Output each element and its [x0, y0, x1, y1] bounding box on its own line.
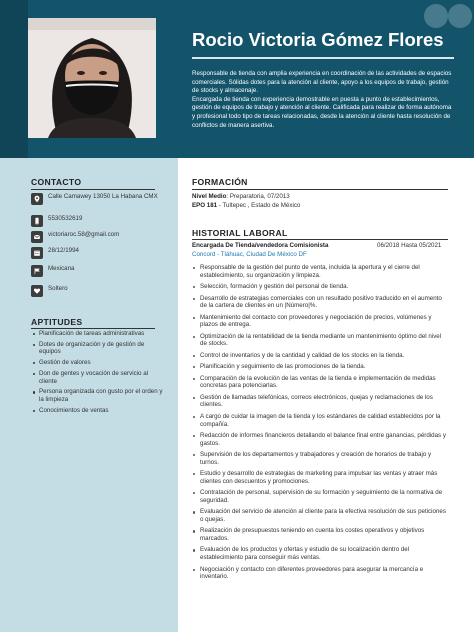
- contact-marital-status-text: Soltero: [48, 285, 68, 292]
- job-task-list: [192, 264, 448, 585]
- flag-icon: [31, 265, 43, 277]
- contact-address-text: Calle Camawey 13050 La Habana CMX: [48, 193, 158, 200]
- job-task-item: Supervisión de los departamentos y trabajadores y creación de horarios de trabajo y turnos.: [192, 451, 448, 466]
- contact-section-title: CONTACTO: [31, 177, 82, 187]
- job-task-item: Contratación de personal, supervisión de su formación y seguimiento de la normativa de seguridad.: [192, 489, 448, 504]
- education-school: EPO 181: [192, 202, 218, 209]
- skill-item: Conocimientos de ventas: [33, 407, 163, 415]
- job-task-item: Planificación y seguimiento de las promociones de la tienda.: [192, 363, 448, 371]
- contact-birthdate: [31, 247, 158, 259]
- contact-birthdate-text: 28/12/1994: [48, 247, 79, 254]
- job-task-item: Estudio y desarrollo de estrategias de marketing para impulsar las ventas y atraer más clientes con descuentos y promociones.: [192, 470, 448, 485]
- work-section-title: HISTORIAL LABORAL: [192, 228, 288, 238]
- candidate-name: Rocio Victoria Gómez Flores: [192, 29, 444, 50]
- job-task-item: Optimización de la rentabilidad de la tienda mediante un mantenimiento óptimo del nivel de stocks.: [192, 333, 448, 348]
- job-task-item: Negociación y contacto con diferentes proveedores para asegurar la mercancía e inventario.: [192, 566, 448, 581]
- job-task-item: Evaluación de los productos y ofertas y estudio de su localización dentro del establecimiento para conseguir más ventas.: [192, 546, 448, 561]
- skills-list: [33, 330, 163, 417]
- job-task-item: Comparación de la evolución de las ventas de la tienda e implementación de medidas concretas para potenciarlas.: [192, 375, 448, 390]
- contact-phone-text: 5530532619: [48, 215, 83, 222]
- job-task-item: Control de inventarios y de la cantidad y calidad de los stocks en la tienda.: [192, 352, 448, 360]
- location-pin-icon: [31, 193, 43, 205]
- education-entry: [192, 193, 290, 200]
- job-dates: 06/2018 Hasta 05/2021: [377, 242, 442, 249]
- job-task-item: Redacción de informes financieros detallando el balance final entre ganancias, pérdidas y gastos.: [192, 432, 448, 447]
- email-icon: [31, 231, 43, 243]
- skill-item: Dotes de organización y de gestión de equipos: [33, 341, 163, 356]
- education-detail: : Preparatoria, 07/2013: [226, 193, 290, 200]
- job-task-item: Realización de presupuestos teniendo en cuenta los costes operativos y objetivos marcados.: [192, 527, 448, 542]
- profile-paragraph: Responsable de tienda con amplia experiencia en coordinación de las actividades de espacios comerciales. Sólidas dotes para la atención al cliente, apoyo a los equipos de trabajo, gestión de stocks y almacenaje.: [192, 70, 452, 95]
- job-task-item: Gestión de llamadas telefónicas, correos electrónicos, quejas y reclamaciones de los clientes.: [192, 394, 448, 409]
- section-divider: [192, 239, 448, 240]
- skill-item: Gestión de valores: [33, 359, 163, 367]
- contact-address: [31, 193, 158, 205]
- education-level: Nivel Medio: [192, 193, 227, 200]
- skills-section-title: APTITUDES: [31, 317, 83, 327]
- section-divider: [31, 189, 155, 190]
- education-section-title: FORMACIÓN: [192, 177, 248, 187]
- job-task-item: Mantenimiento del contacto con proveedores y negociación de precios, volúmenes y plazos de entrega.: [192, 314, 448, 329]
- section-divider: [31, 328, 155, 329]
- job-title: Encargada De Tienda/vendedora Comisionista: [192, 242, 329, 249]
- skill-item: Don de gentes y vocación de servicio al cliente: [33, 370, 163, 385]
- heart-icon: [31, 285, 43, 297]
- contact-nationality-text: Mexicana: [48, 265, 75, 272]
- contact-email[interactable]: [31, 231, 158, 243]
- contact-email-text[interactable]: victoriaroc.58@gmail.com: [48, 231, 120, 238]
- contact-phone: [31, 215, 158, 227]
- job-task-item: Desarrollo de estrategias comerciales con un resultado positivo traducido en el aumento de la cartera de clientes en un |Número|%.: [192, 295, 448, 310]
- profile-photo: [28, 18, 156, 138]
- job-task-item: A cargo de cuidar la imagen de la tienda y los estándares de calidad establecidos por la compañía.: [192, 413, 448, 428]
- phone-icon: [31, 215, 43, 227]
- contact-marital-status: [31, 285, 158, 297]
- education-location: - Tultepec , Estado de México: [217, 202, 301, 209]
- profile-summary: [192, 70, 454, 130]
- decorative-circle: [448, 4, 472, 28]
- skill-item: Persona organizada con gusto por el orden y la limpieza: [33, 388, 163, 403]
- education-entry: [192, 202, 300, 209]
- calendar-icon: [31, 247, 43, 259]
- section-divider: [192, 189, 448, 190]
- job-task-item: Responsable de la gestión del punto de venta, incluida la apertura y el cierre del establecimiento, su organización y limpieza.: [192, 264, 448, 279]
- header-banner-accent: [0, 0, 28, 158]
- job-company: Concord - Tláhuac, Ciudad De México DF: [192, 251, 307, 258]
- job-task-item: Selección, formación y gestión del personal de tienda.: [192, 283, 448, 291]
- skill-item: Planificación de tareas administrativas: [33, 330, 163, 338]
- job-task-item: Evaluación del servicio de atención al cliente para la efectiva resolución de sus peticiones o quejas.: [192, 508, 448, 523]
- contact-nationality: [31, 265, 158, 277]
- name-underline: [192, 57, 454, 59]
- profile-paragraph: Encargada de tienda con experiencia demostrable en puesta a punto de establecimientos, gestión de equipos de trabajo y atención al cliente. Calificada para realizar de forma autónoma y profesional todo tipo de tareas relacionadas, desde la atención al cliente hasta resolución de conflictos de manera asertiva.: [192, 95, 452, 129]
- decorative-circle: [424, 4, 448, 28]
